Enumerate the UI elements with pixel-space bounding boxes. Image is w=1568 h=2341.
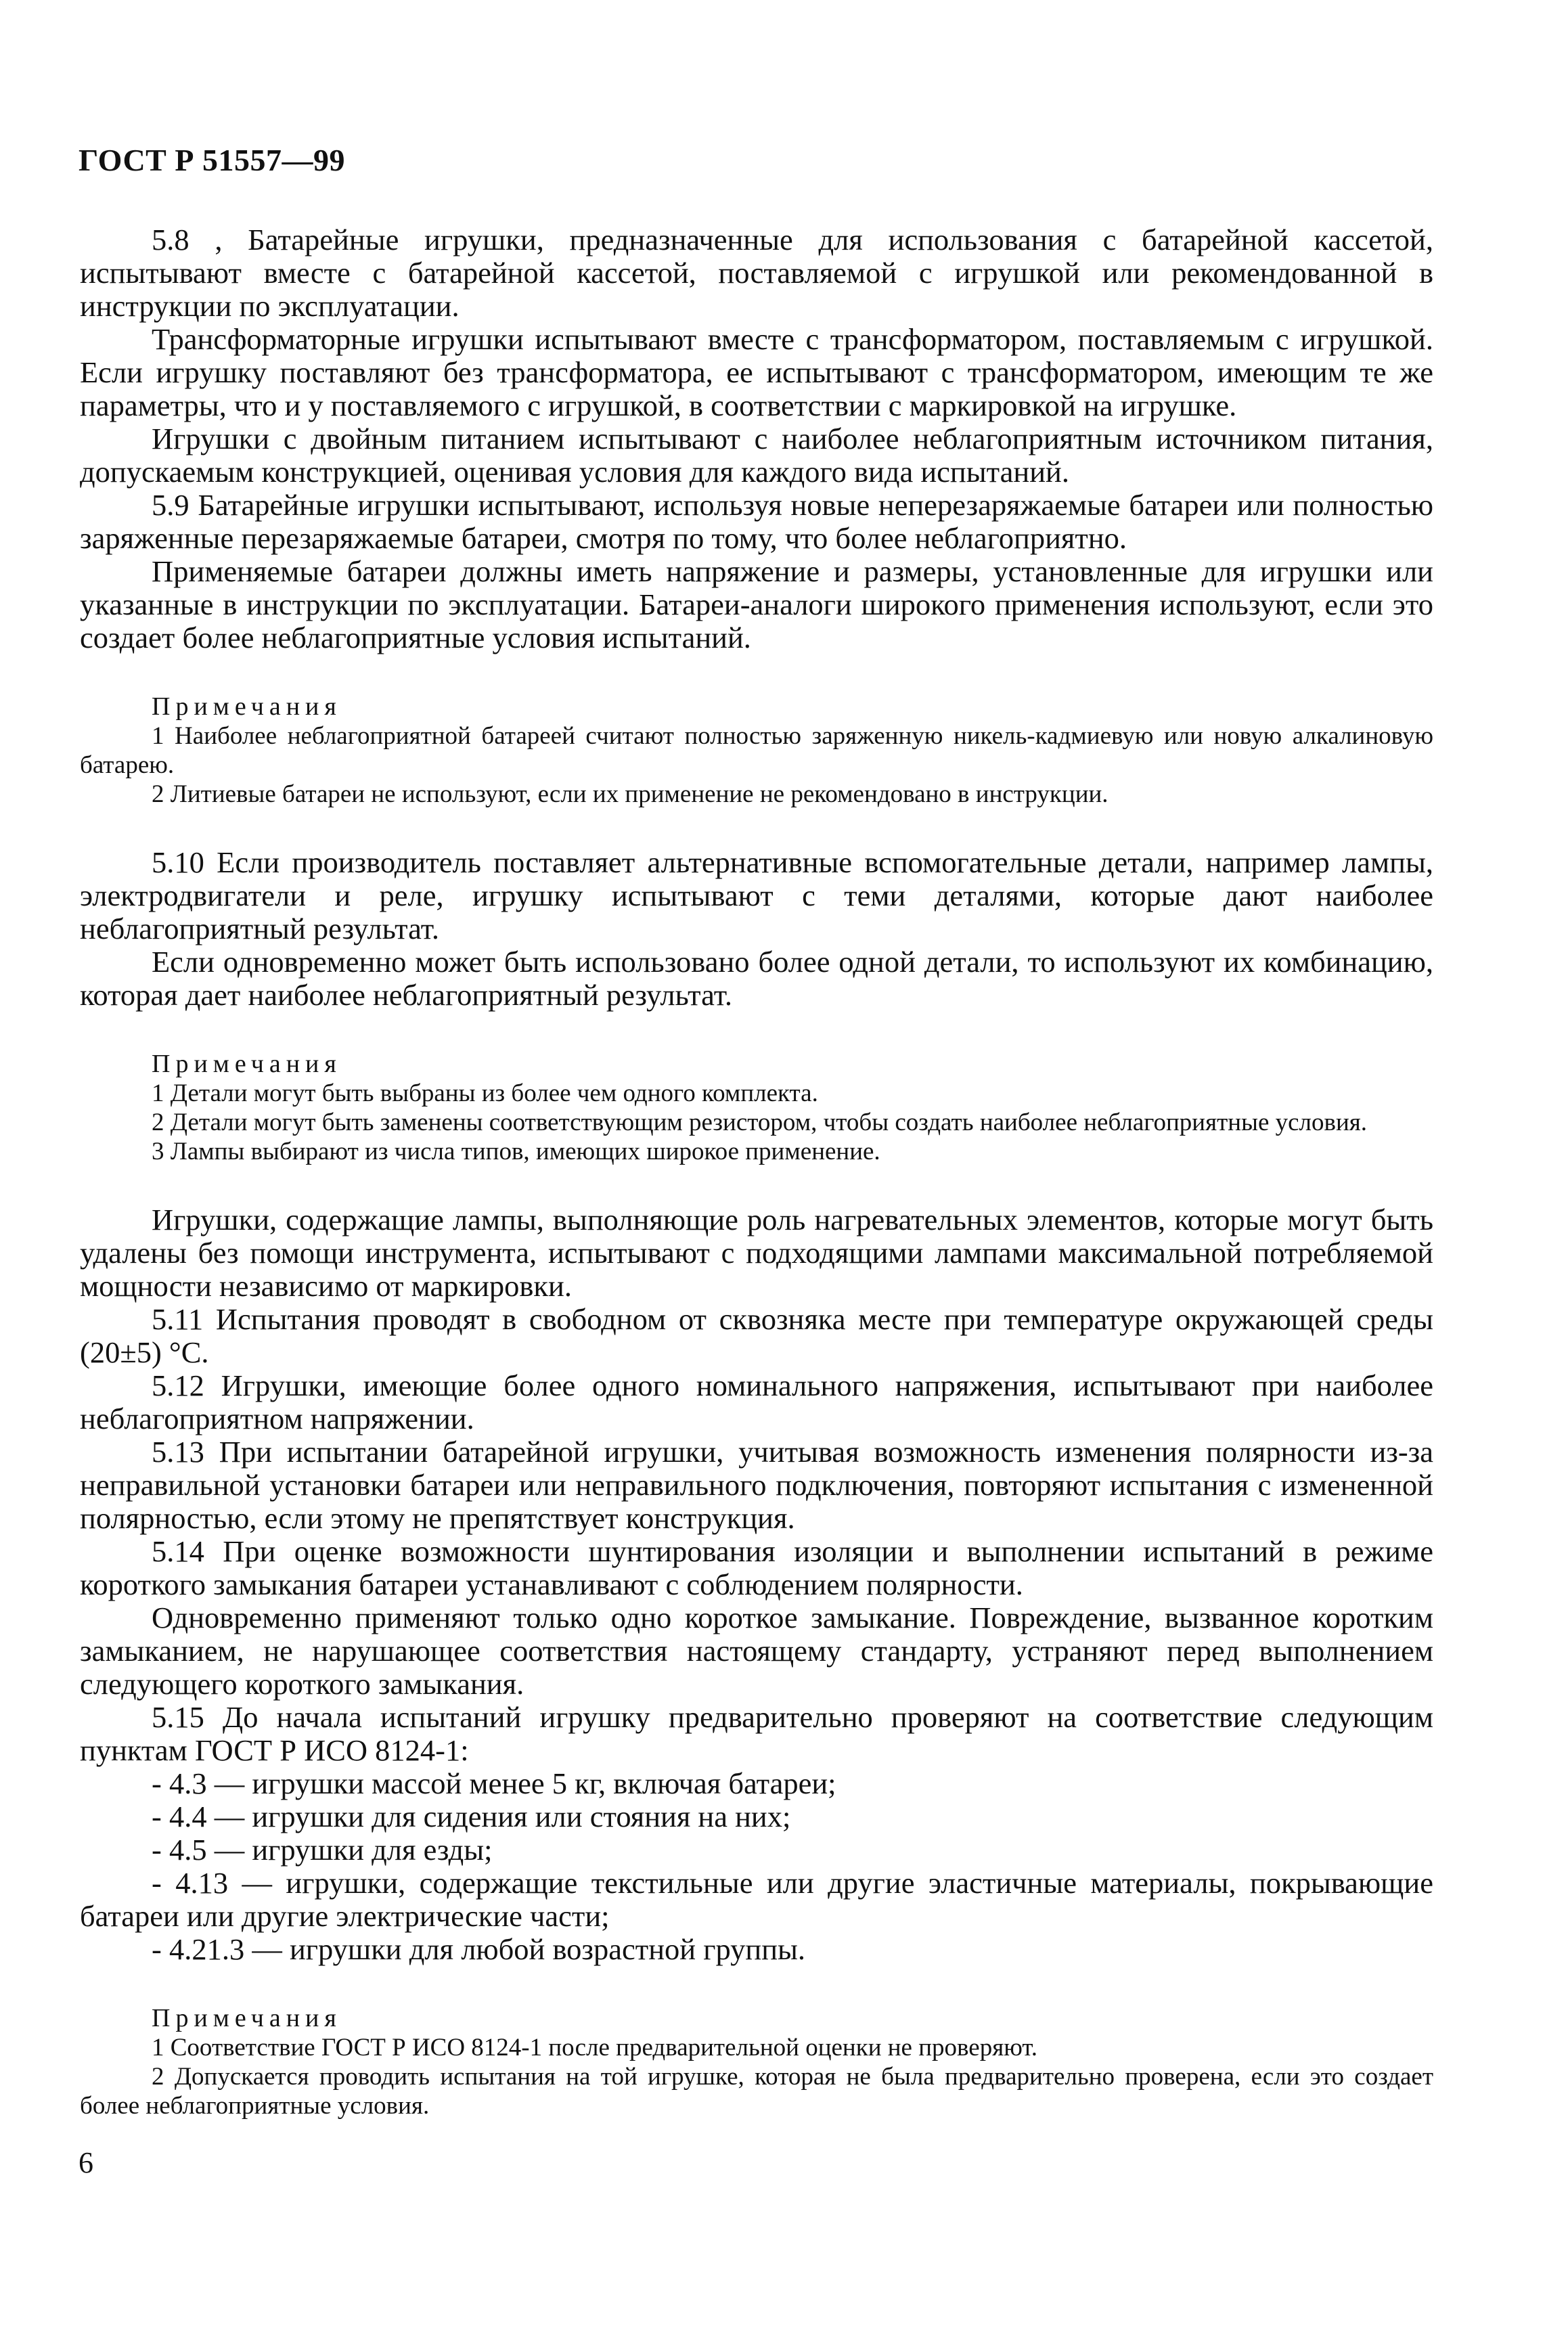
paragraph: Трансформаторные игрушки испытывают вместе с трансформатором, поставляемым с игрушкой. Если игрушку поставляют без трансформатора, ее испытывают с трансформатором, имеющим те же параметры, что и у поставляемого с игрушкой, в соответствии с маркировкой на игрушке.: [80, 322, 1433, 422]
spacer: [80, 1166, 1433, 1203]
paragraph: 5.9 Батарейные игрушки испытывают, используя новые неперезаряжаемые батареи или полностью заряженные перезаряжаемые батареи, смотря по тому, что более неблагоприятно.: [80, 488, 1433, 555]
list-item: - 4.4 — игрушки для сидения или стояния на них;: [152, 1800, 791, 1833]
note-item: 1 Соответствие ГОСТ Р ИСО 8124-1 после предварительной оценки не проверяют.: [152, 2034, 1038, 2061]
document-body: [80, 223, 1433, 2120]
notes-title: Примечания: [152, 2004, 342, 2032]
paragraph: 5.8 , Батарейные игрушки, предназначенные для использования с батарейной кассетой, испытывают вместе с батарейной кассетой, поставляемой с игрушкой или рекомендованной в инструкции по эксплуатации.: [80, 223, 1433, 323]
list-item: - 4.5 — игрушки для езды;: [152, 1833, 493, 1867]
paragraph: 5.13 При испытании батарейной игрушки, учитывая возможность изменения полярности из-за неправильной установки батареи или неправильного подключения, повторяют испытания с измененной полярностью, если этому не препятствует конструкция.: [80, 1435, 1433, 1535]
spacer: [80, 1012, 1433, 1049]
list-item: - 4.21.3 — игрушки для любой возрастной группы.: [152, 1932, 806, 1966]
list-item: - 4.13 — игрушки, содержащие текстильные или другие эластичные материалы, покрывающие батареи или другие электрические части;: [80, 1866, 1433, 1933]
paragraph: Игрушки, содержащие лампы, выполняющие роль нагревательных элементов, которые могут быть удалены без помощи инструмента, испытывают с подходящими лампами максимальной потребляемой мощности независимо от маркировки.: [80, 1203, 1433, 1303]
paragraph: 5.12 Игрушки, имеющие более одного номинального напряжения, испытывают при наиболее неблагоприятном напряжении.: [80, 1368, 1433, 1435]
paragraph: Применяемые батареи должны иметь напряжение и размеры, установленные для игрушки или указанные в инструкции по эксплуатации. Батареи-аналоги широкого применения используют, если это создает более неблагоприятные условия испытаний.: [80, 554, 1433, 654]
paragraph: 5.14 При оценке возможности шунтирования изоляции и выполнении испытаний в режиме короткого замыкания батареи устанавливают с соблюдением полярности.: [80, 1534, 1433, 1601]
notes-title: Примечания: [152, 692, 342, 721]
note-item: 1 Детали могут быть выбраны из более чем одного комплекта.: [152, 1079, 818, 1107]
paragraph: 5.11 Испытания проводят в свободном от сквозняка месте при температуре окружающей среды (20±5) °С.: [80, 1302, 1433, 1369]
note-item: 2 Детали могут быть заменены соответствующим резистором, чтобы создать наиболее неблагоприятные условия.: [152, 1109, 1368, 1136]
spacer: [80, 1966, 1433, 2003]
list-item: - 4.3 — игрушки массой менее 5 кг, включая батареи;: [152, 1766, 836, 1800]
notes-title: Примечания: [152, 1050, 342, 1078]
spacer: [80, 809, 1433, 846]
note-item: 3 Лампы выбирают из числа типов, имеющих широкое применение.: [152, 1138, 880, 1165]
note-item: 2 Допускается проводить испытания на той игрушке, которая не была предварительно проверена, если это создает более неблагоприятные условия.: [80, 2063, 1433, 2120]
document-header: ГОСТ Р 51557—99: [79, 143, 345, 177]
note-item: 2 Литиевые батареи не используют, если их применение не рекомендовано в инструкции.: [152, 780, 1108, 808]
paragraph: Одновременно применяют только одно короткое замыкание. Повреждение, вызванное коротким замыканием, не нарушающее соответствия настоящему стандарту, устраняют перед выполнением следующего короткого замыкания.: [80, 1601, 1433, 1701]
paragraph: Если одновременно может быть использовано более одной детали, то используют их комбинацию, которая дает наиболее неблагоприятный результат.: [80, 945, 1433, 1012]
spacer: [80, 654, 1433, 692]
page-number: 6: [79, 2146, 93, 2179]
paragraph: 5.15 До начала испытаний игрушку предварительно проверяют на соответствие следующим пунктам ГОСТ Р ИСО 8124-1:: [80, 1700, 1433, 1767]
paragraph: Игрушки с двойным питанием испытывают с наиболее неблагоприятным источником питания, допускаемым конструкцией, оценивая условия для каждого вида испытаний.: [80, 422, 1433, 489]
note-item: 1 Наиболее неблагоприятной батареей считают полностью заряженную никель-кадмиевую или новую алкалиновую батарею.: [80, 722, 1433, 779]
paragraph: 5.10 Если производитель поставляет альтернативные вспомогательные детали, например лампы, электродвигатели и реле, игрушку испытывают с теми деталями, которые дают наиболее неблагоприятный результат.: [80, 845, 1433, 945]
